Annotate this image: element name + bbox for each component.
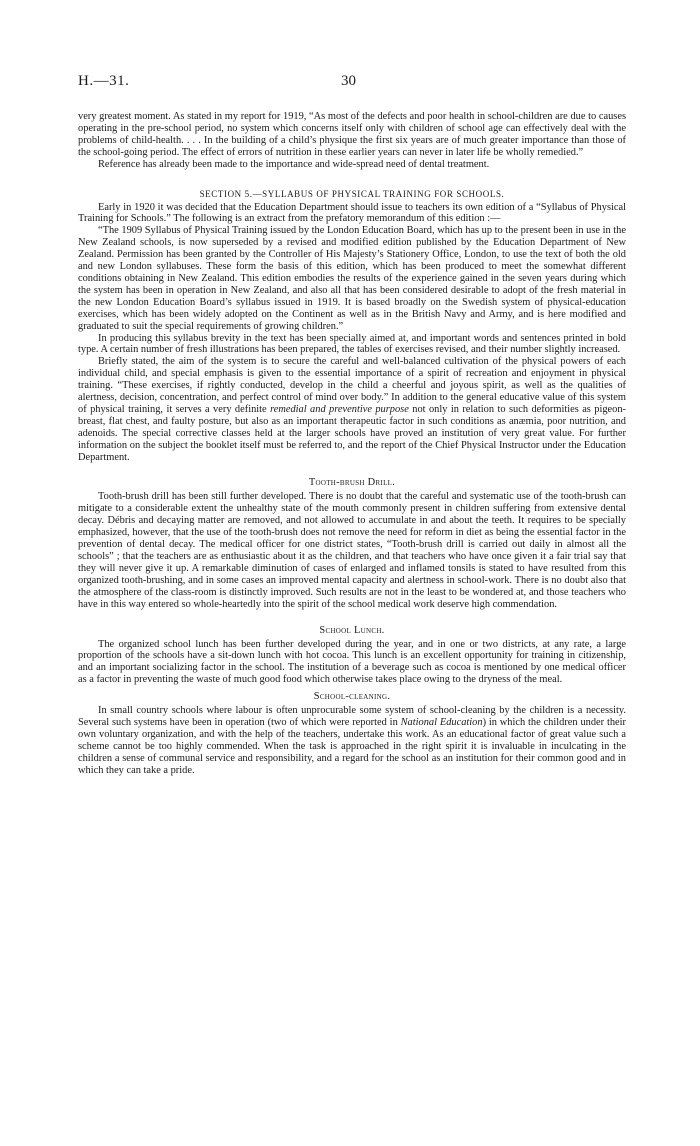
document-code: H.—31. (78, 73, 130, 89)
section-heading: SECTION 5.—SYLLABUS OF PHYSICAL TRAINING FOR SCHOOLS. (199, 188, 505, 199)
subheading-school-lunch: School Lunch. (319, 624, 385, 636)
intro-paragraph: Reference has already been made to the importance and wide-spread need of dental treatment. (98, 158, 490, 170)
body-paragraph: Tooth-brush drill has been still further developed. There is no doubt that the careful and systematic use of the tooth-brush can mitigate to a considerable extent the unhealthy state of the mouth commonly present in children suffering from extensive dental decay. Débris and decaying matter are removed, and not allowed to accumulate in and about the teeth. It requires to be specially emphasized, however, that the use of the tooth-brush does not remove the need for reform in diet as being the essential factor in the prevention of dental decay. The medical officer for one district states, “Tooth-brush drill is carried out daily in almost all the schools” ; that the teachers are as enthusiastic about it as the children, and that teachers who have once given it a fair trial say that they will never give it up. A remarkable diminution of cases of enlarged and inflamed tonsils is stated to have resulted from this organized tooth-brushing, and in some cases an improved mental capacity and alertness in school-work. There is no doubt also that the atmosphere of the class-room is distinctly improved. Such results are not in the least to be wondered at, and those teachers who have in this way entered so whole-heartedly into the spirit of the school medical work deserve high commendation. (78, 491, 626, 610)
subheading-tooth-brush-drill: Tooth-brush Drill. (308, 477, 396, 489)
body-paragraph: Briefly stated, the aim of the system is to secure the careful and well-balanced cultivation of the physical powers of each individual child, and special emphasis is given to the essential importance of a spirit of recreation and enjoyment in physical training. “These exercises, if rightly conducted, develop in the child a cheerful and joyous spirit, as well as the qualities of alertness, decision, concentration, and perfect control of mind over body.” In addition to the general educative value of this system of physical training, it serves a very definite remedial and preventive purpose not only in relation to such deformities as pigeon-breast, flat chest, and faulty posture, but also as an important therapeutic factor in such conditions as anæmia, poor nutrition, and adenoids. The special corrective classes held at the larger schools have proved an institution of very great value. For further information on the subject the booklet itself must be referred to, and the report of the Chief Physical Instructor under the Education Department. (78, 356, 627, 463)
body-paragraph: The organized school lunch has been further developed during the year, and in one or two districts, at any rate, a large proportion of the schools have a sit-down lunch with hot cocoa. This lunch is an excellent opportunity for training in citizenship, and an important socializing factor in the school. The institution of a beverage such as cocoa is mentioned by one medical officer as a factor in preventing the waste of much good food which otherwise takes place owing to the dryness of the meal. (78, 638, 626, 686)
quoted-paragraph: “The 1909 Syllabus of Physical Training issued by the London Education Board, which has up to the present been in use in the New Zealand schools, is now superseded by a revised and modified edition published by the Education Department of New Zealand. Permission has been granted by the Controller of His Majesty’s Stationery Office, London, to use the text of both the old and new London syllabuses. These form the basis of this edition, which has been produced to meet the somewhat different conditions obtaining in New Zealand. This edition embodies the results of the experience gained in the seven years during which the system has been in operation in New Zealand, and also all that has been considered desirable to adopt of the fresh material in the new London Education Board’s syllabus issued in 1919. It is based broadly on the Swedish system of physical-education exercises, which has been widely adopted on the Continent as well as in the British Navy and Army, and is here modified and graduated to suit the special requirements of growing children.” (78, 225, 626, 332)
intro-paragraph: very greatest moment. As stated in my report for 1919, “As most of the defects and poor health in school-children are due to causes operating in the pre-school period, no system which concerns itself only with children of school age can effectively deal with the problems of child-health. . . . In the building of a child’s physique the first six years are of much greater importance than those of the school-going period. The effect of errors of nutrition in these earlier years can never in later life be wholly remedied.” (78, 111, 626, 158)
page-header (78, 73, 626, 97)
body-paragraph: In producing this syllabus brevity in the text has been specially aimed at, and important words and sentences printed in bold type. A certain number of fresh illustrations has been prepared, the tables of exercises revised, and their number slightly increased. (78, 332, 626, 356)
page-number: 30 (341, 73, 356, 89)
subheading-school-cleaning: School-cleaning. (313, 691, 391, 703)
document-page (78, 73, 626, 777)
body-paragraph: In small country schools where labour is often unprocurable some system of school-cleaning by the children is a necessity. Several such systems have been in operation (two of which were reported in National Education) in which the children under their own voluntary organization, and with the help of the teachers, undertake this work. As an educational factor of great value such a scheme cannot be too highly commended. When the task is approached in the right spirit it is invaluable in inculcating in the children a sense of communal service and responsibility, and a regard for the school as an institution for their common good and in which they can take a pride. (78, 705, 626, 776)
body-paragraph: Early in 1920 it was decided that the Education Department should issue to teachers its own edition of a “Syllabus of Physical Training for Schools.” The following is an extract from the prefatory memorandum of this edition :— (78, 201, 626, 225)
